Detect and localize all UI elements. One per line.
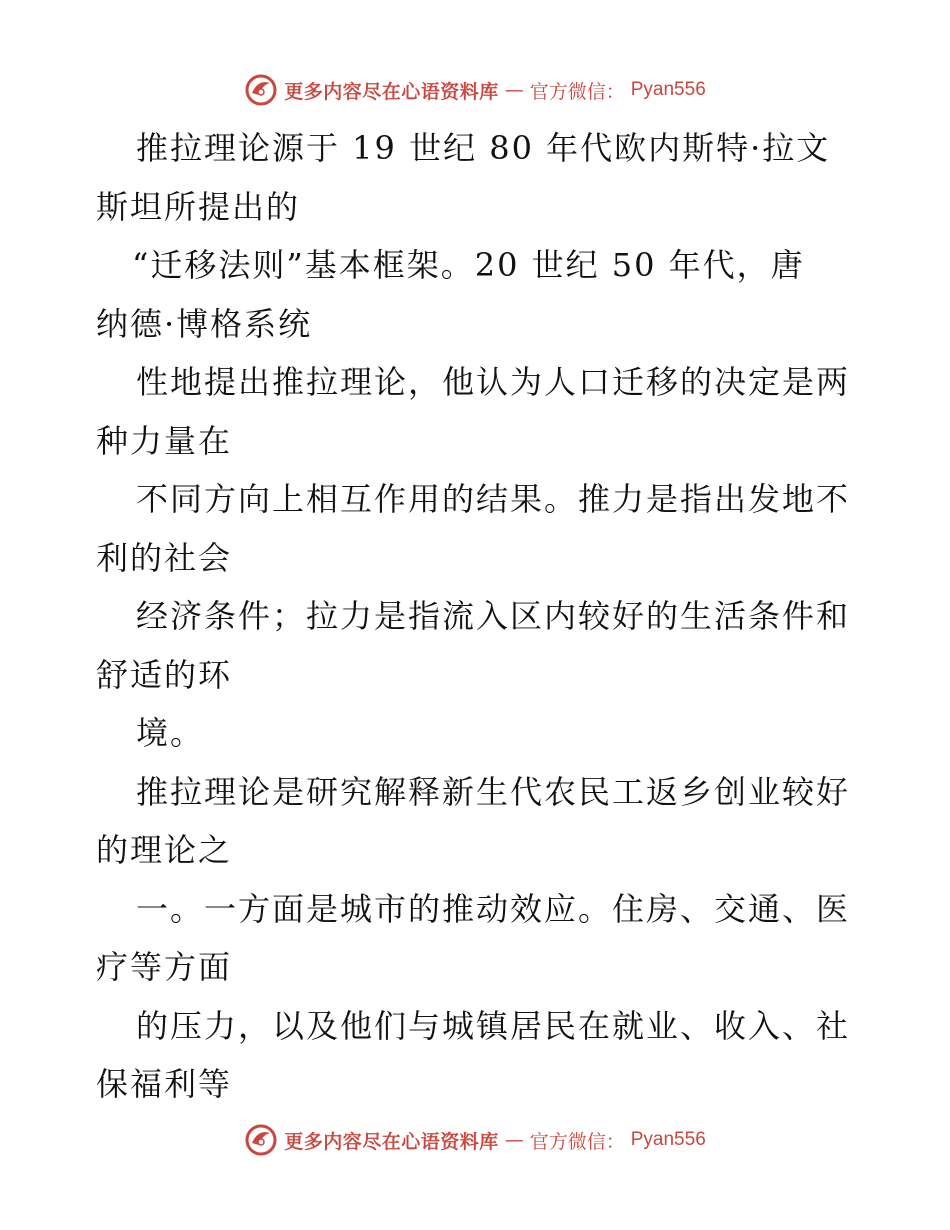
body-line: 的理论之: [96, 831, 233, 869]
banner-separator: —: [504, 79, 524, 101]
banner-handle: Pyan556: [630, 1129, 706, 1150]
banner-handle: Pyan556: [630, 79, 706, 100]
body-line: 境。: [136, 714, 205, 752]
body-line: 保福利等: [96, 1065, 233, 1103]
banner-site-text: 更多内容尽在心语资料库: [284, 1130, 499, 1153]
body-line: 性地提出推拉理论，他认为人口迁移的决定是两: [136, 363, 851, 401]
body-line: 不同方向上相互作用的结果。推力是指出发地不: [136, 480, 851, 518]
body-line: 推拉理论是研究解释新生代农民工返乡创业较好: [136, 772, 851, 811]
body-line: 的压力，以及他们与城镇居民在就业、收入、社: [136, 1006, 851, 1045]
banner-separator: —: [504, 1129, 524, 1151]
body-line: 斯坦所提出的: [96, 187, 301, 226]
body-line: 种力量在: [96, 421, 233, 460]
body-line: 利的社会: [96, 538, 233, 577]
document-body: [96, 119, 856, 1114]
banner-official-text: 官方微信：: [529, 80, 625, 103]
body-line: 疗等方面: [96, 948, 233, 986]
body-line: 纳德·博格系统: [96, 304, 313, 343]
banner-site-text: 更多内容尽在心语资料库: [284, 80, 499, 103]
body-line: 经济条件；拉力是指流入区内较好的生活条件和: [136, 597, 851, 635]
header-banner: [0, 70, 950, 110]
body-line: 推拉理论源于 19 世纪 80 年代欧内斯特·拉文: [136, 129, 831, 167]
body-line: 舒适的环: [96, 655, 233, 694]
red-swirl-logo-icon: [244, 73, 278, 107]
body-line: 一。一方面是城市的推动效应。住房、交通、医: [136, 889, 851, 928]
footer-banner: [0, 1120, 950, 1160]
banner-official-text: 官方微信：: [529, 1130, 625, 1153]
red-swirl-logo-icon: [244, 1123, 278, 1157]
body-line: “迁移法则”基本框架。20 世纪 50 年代，唐: [132, 246, 805, 284]
